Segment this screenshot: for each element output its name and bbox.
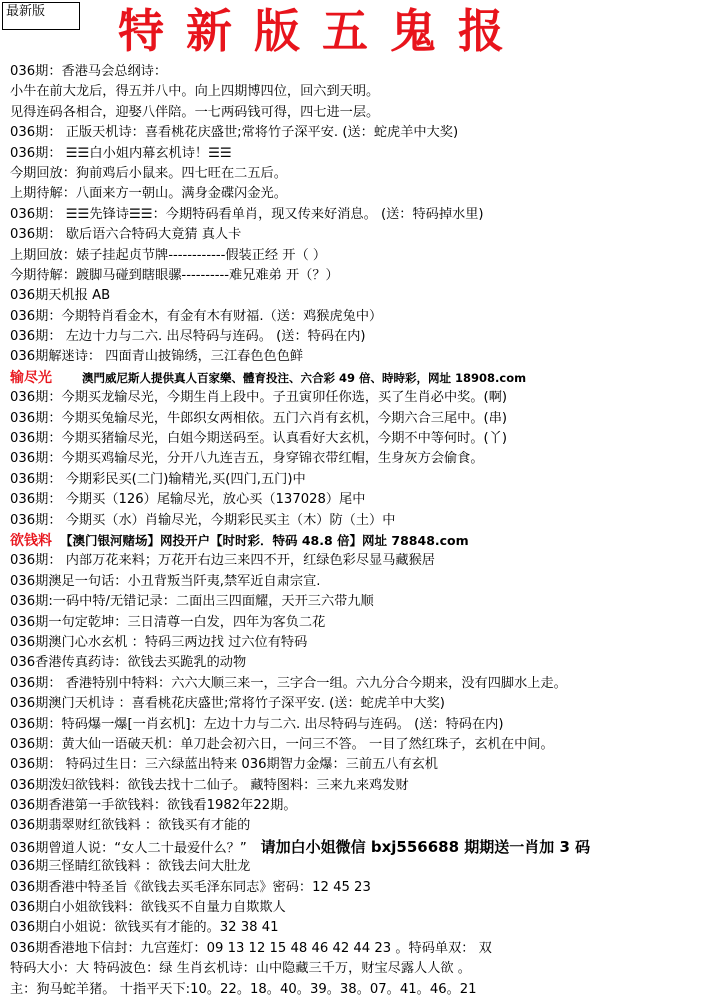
- content-line: [10, 347, 700, 367]
- content-line: [10, 388, 700, 408]
- line-text: 今期待解：踱脚马碰到瞎眼骡----------难兄难弟 开（？）: [10, 267, 339, 283]
- content-line: [10, 490, 700, 510]
- content-line: [10, 511, 700, 531]
- content-line: [10, 470, 700, 490]
- line-text: 036期：今期买兔输尽光，牛郎织女两相依。五门六肖有玄机，今期六合三尾中。(串): [10, 410, 508, 426]
- content-line: [10, 286, 700, 306]
- line-text: 036期： 今期买（水）肖输尽光，今期彩民买主（木）防（土）中: [10, 512, 396, 528]
- line-text: 036期澳足一句话：小丑背叛当阡夷,禁军近自肃宗宣.: [10, 573, 321, 589]
- content-line: [10, 205, 700, 225]
- content-line: [10, 368, 700, 388]
- line-text: 036期： 歇后语六合特码大竟猜 真人卡: [10, 227, 242, 243]
- line-text: 036期香港第一手欲钱料：欲钱看1982年22期。: [10, 798, 297, 814]
- line-text: 036期：今期买龙输尽光，今期生肖上段中。子丑寅卯任你选，买了生肖必中奖。(啊): [10, 390, 508, 406]
- line-text: 036期解迷诗： 四面青山披锦绣，三江春色色色鲜: [10, 349, 304, 365]
- line-text: 主：狗马蛇羊猪。 十指平天下:10。22。18。40。39。38。07。41。46。21: [10, 981, 477, 997]
- content-line: [10, 62, 700, 82]
- line-text: 036期： 今期彩民买(二门)输精光,买(四门,五门)中: [10, 471, 306, 487]
- line-text: 036期： 特码过生日：三六绿蓝出特来 036期智力金爆：三前五八有玄机: [10, 757, 438, 773]
- section-label: 欲钱料: [10, 532, 52, 549]
- line-text: 036期白小姐欲钱料：欲钱买不自量力自欺欺人: [10, 900, 286, 916]
- content-line: [10, 82, 700, 102]
- content-line: [10, 653, 700, 673]
- edition-badge: 最新版: [2, 2, 80, 30]
- line-text: 小牛在前大龙后，得五并八中。向上四期博四位，回六到天明。: [10, 84, 380, 100]
- page-title: 特新版五鬼报: [118, 4, 526, 58]
- content-line: [10, 572, 700, 592]
- line-text: 036期： 香港特别中特料：六六大顺三来一，三字合一组。六九分合今期来，没有四脚水上走。: [10, 675, 567, 691]
- content-line: [10, 755, 700, 775]
- content-line: [10, 246, 700, 266]
- content-line: [10, 796, 700, 816]
- line-text: 036期香港中特圣旨《欲钱去买毛泽东同志》密码：12 45 23: [10, 879, 371, 895]
- section-label: 输尽光: [10, 369, 52, 386]
- content-line: [10, 939, 700, 959]
- content-line: [10, 694, 700, 714]
- line-text: 036期： 今期买（126）尾输尽光，放心买（137028）尾中: [10, 492, 366, 508]
- content-line: [10, 103, 700, 123]
- line-text: 036期:一码中特/无错记录：二面出三四面耀，天开三六带九顺: [10, 594, 374, 610]
- content-line: [10, 409, 700, 429]
- content-line: [10, 592, 700, 612]
- line-text: 036期：今期特肖看金木，有金有木有财福.（送：鸡猴虎兔中）: [10, 308, 383, 324]
- content-line: [10, 144, 700, 164]
- line-text: 上期回放：婊子挂起贞节牌------------假装正经 开（ ）: [10, 247, 327, 263]
- line-text: 036期：特码爆一爆[一肖玄机]：左边十力与二六. 出尽特码与连码。 (送：特码在内): [10, 716, 504, 732]
- content-line: [10, 266, 700, 286]
- line-text: 036期翡翠财红欲钱料 ：欲钱买有才能的: [10, 818, 251, 834]
- content-line: [10, 123, 700, 143]
- content-line: [10, 959, 700, 979]
- line-text: 036期：今期买猪输尽光，白姐今期送码至。认真看好大玄机，今期不中等何时。(丫): [10, 431, 508, 447]
- line-text: 036期一句定乾坤：三日清尊一白发，四年为客负二花: [10, 614, 326, 630]
- content-line: [10, 164, 700, 184]
- content-line: [10, 776, 700, 796]
- content-line: [10, 918, 700, 938]
- line-text: 036期： 内部万花来料；万花开右边三来四不开，红绿色彩尽显马藏猴居: [10, 553, 435, 569]
- content-line: [10, 613, 700, 633]
- line-text: 036期： 左边十力与二六. 出尽特码与连码。 (送：特码在内): [10, 329, 366, 345]
- content-line: [10, 816, 700, 836]
- ad-banner-text: 【澳门银河赌场】网投开户【时时彩．特码 48.8 倍】网址 78848.com: [60, 532, 469, 548]
- line-text: 036香港传真药诗：欲钱去买跪乳的动物: [10, 655, 247, 671]
- content-line: [10, 857, 700, 877]
- content-line: [10, 327, 700, 347]
- content-line: [10, 980, 700, 1000]
- line-text: 036期： ☰☰先锋诗☰☰：今期特码看单肖，现又传来好消息。 (送：特码掉水里): [10, 206, 484, 222]
- content-line: [10, 429, 700, 449]
- content-line: [10, 735, 700, 755]
- line-text: 036期香港地下信封：九宫莲灯：09 13 12 15 48 46 42 44 23 。特码单双： 双: [10, 940, 492, 956]
- line-text: 036期： ☰☰白小姐内幕玄机诗！☰☰: [10, 145, 232, 161]
- content-line: [10, 837, 700, 857]
- content-line: [10, 531, 700, 551]
- ad-banner-text: 澳門威尼斯人提供真人百家樂、體育投注、六合彩 49 倍、時時彩，网址 18908.com: [82, 370, 527, 385]
- line-text: 036期澳门心水玄机 ：特码三两边找 过六位有特码: [10, 634, 308, 650]
- line-text: 036期三怪睛红欲钱料 ：欲钱去问大肚龙: [10, 859, 251, 875]
- content-line: [10, 307, 700, 327]
- line-text: 上期待解：八面来方一朝山。满身金碟闪金光。: [10, 186, 287, 202]
- content-line: [10, 184, 700, 204]
- line-text: 036期： 正版天机诗：喜看桃花庆盛世;常将竹子深平安. (送：蛇虎羊中大奖): [10, 125, 459, 141]
- content-line: [10, 715, 700, 735]
- line-text: 036期：黄大仙一语破天机：单刀赴会初六日，一问三不答。 一目了然红珠子，玄机在中间。: [10, 736, 554, 752]
- content-line: [10, 551, 700, 571]
- line-text: 036期曾道人说：“女人二十最爱什么？”: [10, 840, 247, 856]
- line-text: 今期回放：狗前鸡后小鼠来。四七旺在二五后。: [10, 165, 287, 181]
- content-line: [10, 449, 700, 469]
- content-line: [10, 633, 700, 653]
- line-text: 见得连码各相合，迎娶八伴陪。一七两码钱可得，四七进一层。: [10, 104, 380, 120]
- line-text: 036期澳门天机诗 ：喜看桃花庆盛世;常将竹子深平安. (送：蛇虎羊中大奖): [10, 696, 445, 712]
- line-text: 036期白小姐说：欲钱买有才能的。32 38 41: [10, 920, 279, 936]
- line-text: 036期天机报 AB: [10, 288, 111, 304]
- content-line: [10, 674, 700, 694]
- line-text: 特码大小：大 特码波色：绿 生肖玄机诗：山中隐藏三千万，财宝尽露人人欲 。: [10, 961, 471, 977]
- content-lines: [10, 62, 700, 1000]
- line-text: 036期泼妇欲钱料：欲钱去找十二仙子。 藏特图料：三来九来鸡发财: [10, 777, 409, 793]
- content-line: [10, 898, 700, 918]
- content-line: [10, 878, 700, 898]
- line-text: 036期：今期买鸡输尽光，分开八九连吉五，身穿锦衣带红帽，生身灰方会偷食。: [10, 451, 484, 467]
- promo-text: 请加白小姐微信 bxj556688 期期送一肖加 3 码: [260, 837, 591, 856]
- content-line: [10, 225, 700, 245]
- line-text: 036期：香港马会总纲诗：: [10, 64, 168, 79]
